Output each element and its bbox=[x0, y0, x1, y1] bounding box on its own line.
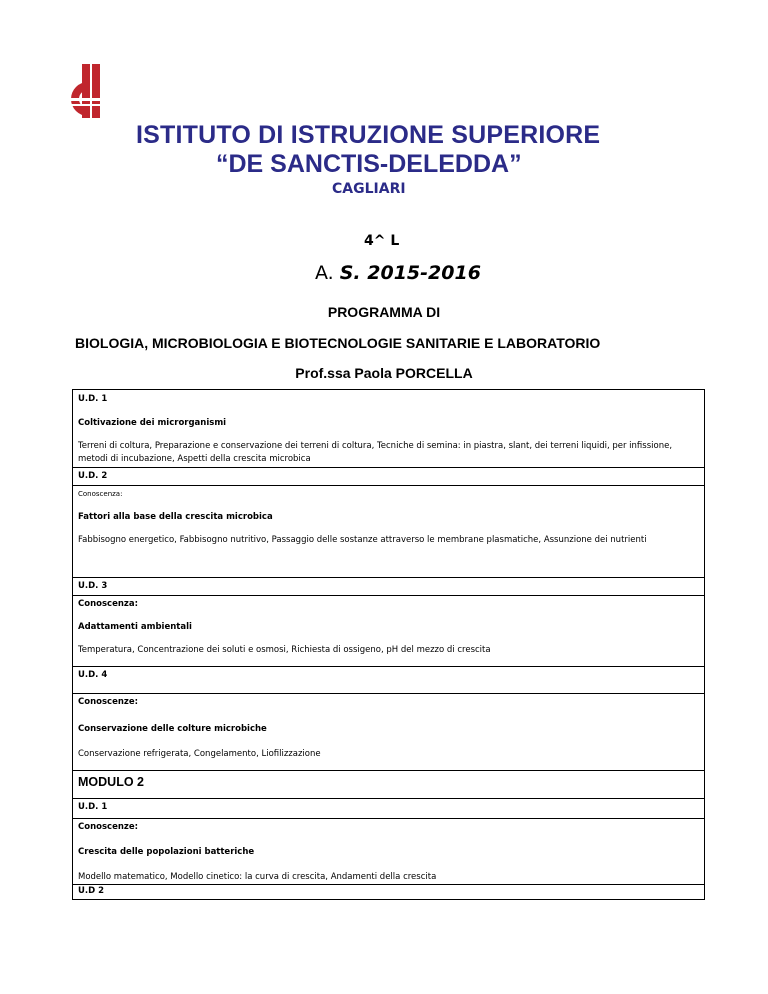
m2-ud1-knowledge-label: Conoscenze: bbox=[78, 822, 138, 832]
table-divider bbox=[73, 485, 704, 486]
table-divider bbox=[73, 884, 704, 885]
table-divider bbox=[73, 595, 704, 596]
ud4-text: Conservazione refrigerata, Congelamento, Liofilizzazione bbox=[78, 749, 321, 759]
institute-name-line2: “DE SANCTIS-DELEDDA” bbox=[216, 150, 522, 178]
ud2-text: Fabbisogno energetico, Fabbisogno nutritivo, Passaggio delle sostanze attraverso le membrane plasmatiche, Assunzione dei nutrienti bbox=[78, 535, 647, 545]
subject-title: BIOLOGIA, MICROBIOLOGIA E BIOTECNOLOGIE SANITARIE E LABORATORIO bbox=[75, 335, 601, 351]
m2-ud1-label: U.D. 1 bbox=[78, 802, 108, 812]
table-divider bbox=[73, 798, 704, 799]
module-2-heading: MODULO 2 bbox=[78, 775, 144, 789]
m2-ud1-title: Crescita delle popolazioni batteriche bbox=[78, 847, 255, 857]
ud1-label: U.D. 1 bbox=[78, 394, 108, 404]
m2-ud2-label: U.D 2 bbox=[78, 886, 105, 896]
ud4-label: U.D. 4 bbox=[78, 670, 108, 680]
ud1-title: Coltivazione dei microrganismi bbox=[78, 418, 227, 428]
ud2-title: Fattori alla base della crescita microbica bbox=[78, 512, 273, 522]
ud3-knowledge-label: Conoscenza: bbox=[78, 599, 138, 609]
ud2-label: U.D. 2 bbox=[78, 471, 108, 481]
program-table bbox=[72, 389, 705, 900]
table-divider bbox=[73, 467, 704, 468]
m2-ud1-text: Modello matematico, Modello cinetico: la curva di crescita, Andamenti della crescita bbox=[78, 872, 437, 882]
city: CAGLIARI bbox=[332, 181, 406, 197]
table-divider bbox=[73, 577, 704, 578]
class-label: 4^ L bbox=[364, 233, 400, 249]
table-divider bbox=[73, 770, 704, 771]
program-label: PROGRAMMA DI bbox=[327, 304, 441, 320]
ud3-title: Adattamenti ambientali bbox=[78, 622, 192, 632]
institute-name-line1: ISTITUTO DI ISTRUZIONE SUPERIORE bbox=[136, 121, 601, 149]
table-divider bbox=[73, 666, 704, 667]
table-divider bbox=[73, 818, 704, 819]
teacher-name: Prof.ssa Paola PORCELLA bbox=[295, 365, 473, 381]
year-value: S. 2015-2016 bbox=[339, 262, 481, 284]
year-prefix: A. bbox=[315, 262, 334, 284]
ud3-label: U.D. 3 bbox=[78, 581, 108, 591]
ud1-text: Terreni di coltura, Preparazione e conservazione dei terreni di coltura, Tecniche di semina: in piastra, slant, dei terreni liquidi, per infissione, metodi di incubazione, Aspetti della crescita microbica bbox=[78, 441, 673, 464]
ud4-knowledge-label: Conoscenze: bbox=[78, 697, 138, 707]
school-year bbox=[315, 262, 481, 284]
school-logo bbox=[58, 62, 108, 122]
ud2-knowledge-label: Conoscenza: bbox=[78, 490, 123, 498]
ud3-text: Temperatura, Concentrazione dei soluti e osmosi, Richiesta di ossigeno, pH del mezzo di crescita bbox=[78, 645, 491, 655]
ud4-title: Conservazione delle colture microbiche bbox=[78, 724, 267, 734]
table-divider bbox=[73, 693, 704, 694]
